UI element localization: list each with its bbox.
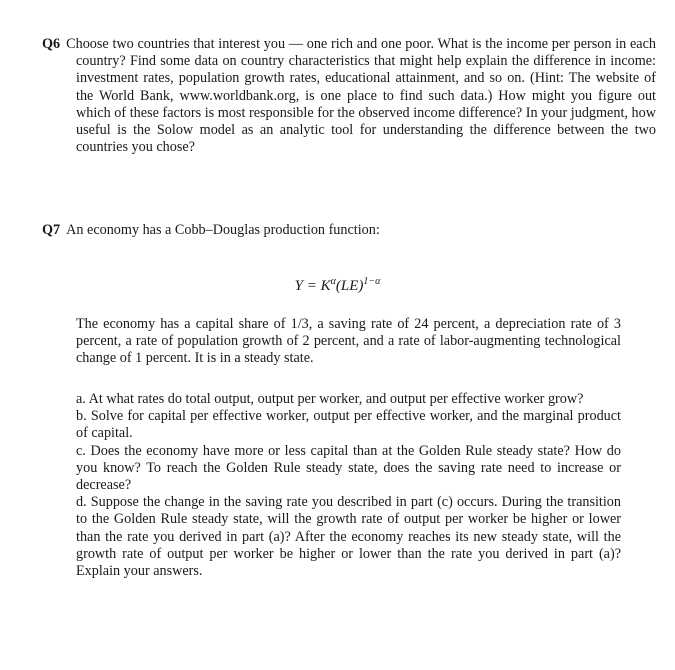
equation-exponent-alpha: α bbox=[330, 276, 336, 287]
question-7-part-d: d. Suppose the change in the saving rate you described in part (c) occurs. During the transition to the Golden Rule steady state, will the growth rate of output per worker be higher or lower than the rate you derived in part (a)? After the economy reaches its new steady state, will the growth rate of output per worker be higher or lower than the rate you derived in part (a)? Explain your answers. bbox=[76, 494, 621, 580]
question-6-text: Choose two countries that interest you — one rich and one poor. What is the income per person in each country? Find some data on country characteristics that might help explain the difference in income: investment rates, population growth rates, educational attainment, and so on. (Hint: The website of the World Bank, www.worldbank.org, is one place to find such data.) How might you figure out which of these factors is most responsible for the observed income difference? In your judgment, how useful is the Solow model as an analytic tool for understanding the difference between the two countries you chose? bbox=[66, 36, 656, 156]
question-6 bbox=[42, 36, 656, 156]
question-6-label: Q6 bbox=[42, 36, 61, 52]
production-function-equation bbox=[0, 276, 675, 295]
question-7-intro: The economy has a capital share of 1/3, a saving rate of 24 percent, a depreciation rate of 3 percent, a rate of population growth of 2 percent, and a rate of labor-augmenting technological change of 1 percent. It is in a steady state. bbox=[76, 316, 621, 367]
question-7-part-b: b. Solve for capital per effective worker, output per effective worker, and the marginal product of capital. bbox=[76, 408, 621, 442]
question-7-part-c: c. Does the economy have more or less capital than at the Golden Rule steady state? How do you know? To reach the Golden Rule steady state, does the saving rate need to increase or decrease? bbox=[76, 442, 621, 494]
equation-labor-term: (LE) bbox=[335, 278, 364, 294]
question-7 bbox=[42, 222, 622, 239]
equation-base: Y = K bbox=[294, 278, 331, 294]
question-7-text: An economy has a Cobb–Douglas production function: bbox=[66, 222, 380, 238]
question-7-part-a: a. At what rates do total output, output per worker, and output per effective worker grow? bbox=[76, 391, 584, 407]
equation-exponent-one-minus-alpha: 1−α bbox=[363, 276, 381, 287]
question-7-parts bbox=[76, 391, 621, 580]
question-7-label: Q7 bbox=[42, 222, 61, 238]
